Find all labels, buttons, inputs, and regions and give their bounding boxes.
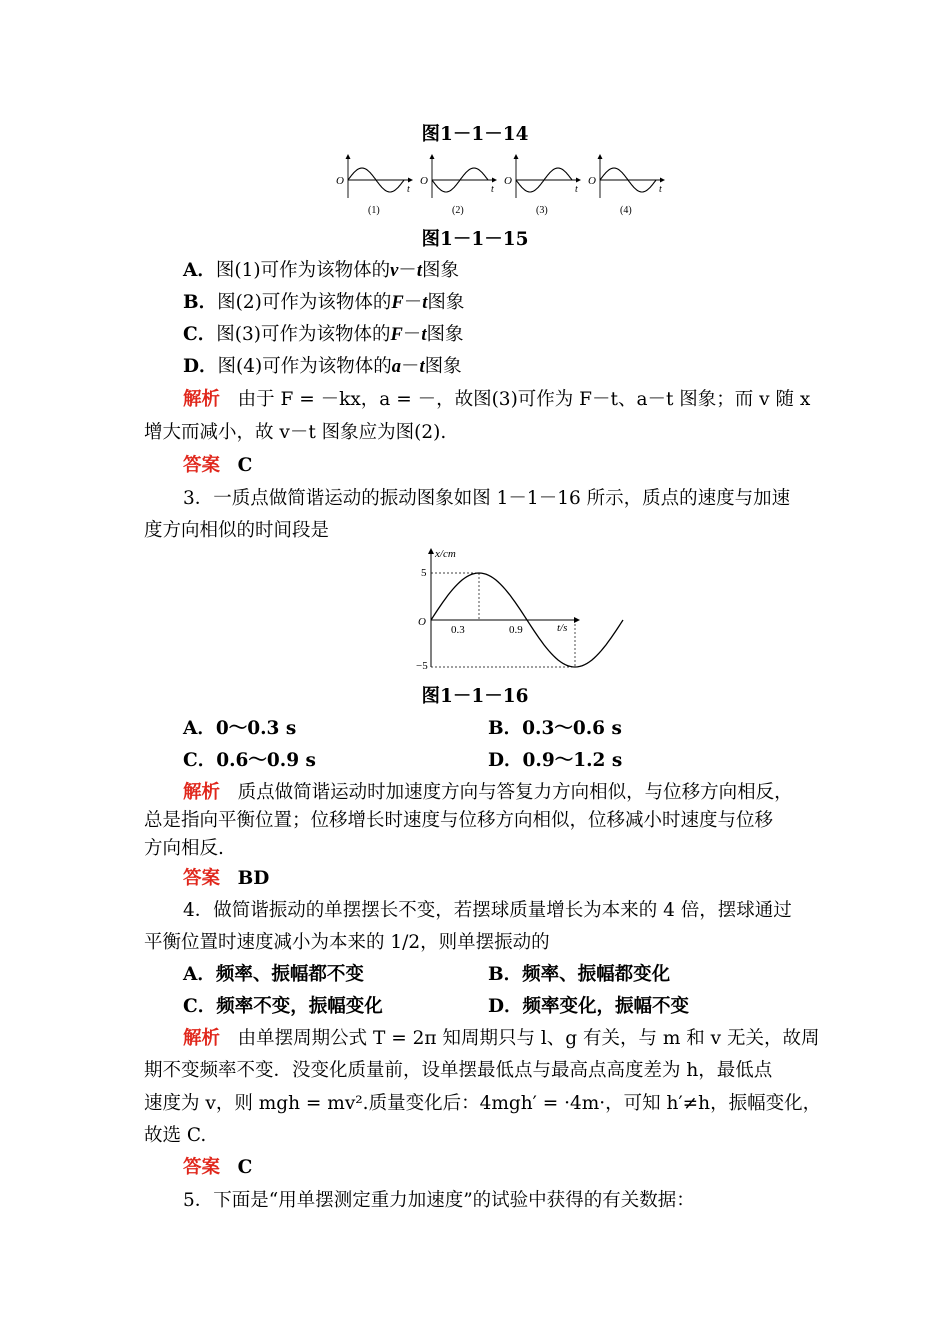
- q4-option-a: A．频率、振幅都不变: [183, 964, 364, 985]
- panel-t-label: t: [491, 184, 494, 195]
- panel-x-arrow: [576, 178, 581, 183]
- panel-origin-label: O: [420, 175, 428, 187]
- q3-analysis-line-3: 方向相反.: [144, 838, 224, 859]
- q4-analysis-line-3: 速度为 v，则 mgh = mv².质量变化后：4mgh′ = ·4m·，可知 h′≠h，振幅变化，: [144, 1093, 822, 1114]
- panel-t-label: t: [659, 184, 662, 195]
- q5-stem-line-1: 5．下面是“用单摆测定重力加速度”的试验中获得的有关数据：: [183, 1190, 695, 1211]
- q3-option-c: C．0.6～0.9 s: [183, 750, 316, 771]
- panel-origin-label: O: [588, 175, 596, 187]
- panel-2: [420, 154, 497, 216]
- q2-answer: 答案 C: [183, 455, 253, 476]
- q4-analysis-line-4: 故选 C.: [144, 1125, 207, 1146]
- panel-1: [336, 154, 413, 216]
- panel-number-label: (2): [452, 205, 464, 216]
- q4-analysis-line-1: 解析 由单摆周期公式 T = 2π 知周期只与 l、g 有关，与 m 和 v 无关，故周: [183, 1028, 820, 1049]
- figure-caption-1-1-16: 图1－1－16: [421, 686, 529, 707]
- q2-analysis-line-2: 增大而减小，故 v－t 图象应为图(2).: [144, 422, 447, 443]
- x-tick-label: 0.9: [509, 624, 523, 636]
- option-letter: D．: [183, 356, 218, 377]
- analysis-label: 解析: [183, 1028, 221, 1049]
- panel-4: [588, 154, 665, 216]
- figure-caption-1-1-14: 图1－1－14: [421, 124, 529, 145]
- q3-stem-line-2: 度方向相似的时间段是: [144, 520, 330, 541]
- y-tick-bottom: −5: [416, 660, 428, 672]
- answer-label: 答案: [183, 868, 221, 889]
- q3-option-b: B．0.3～0.6 s: [488, 718, 622, 739]
- q3-answer: 答案 BD: [183, 868, 270, 889]
- q2-option-b: B．图(2)可作为该物体的F－t图象: [183, 292, 465, 313]
- q4-option-b: B．频率、振幅都变化: [488, 964, 671, 985]
- panel-x-arrow: [408, 178, 413, 183]
- q4-answer: 答案 C: [183, 1157, 253, 1178]
- answer-label: 答案: [183, 1157, 221, 1178]
- q2-option-a: A．图(1)可作为该物体的v－t图象: [183, 260, 459, 281]
- panel-number-label: (4): [620, 205, 632, 216]
- figure-caption-1-1-15: 图1－1－15: [421, 229, 529, 250]
- panel-y-arrow: [430, 154, 435, 159]
- panel-3: [504, 154, 581, 216]
- panel-y-arrow: [598, 154, 603, 159]
- option-letter: B．: [183, 292, 218, 313]
- panel-t-label: t: [575, 184, 578, 195]
- q3-analysis-line-1: 解析 质点做简谐运动时加速度方向与答复力方向相似，与位移方向相反，: [183, 782, 793, 803]
- panel-x-arrow: [492, 178, 497, 183]
- analysis-label: 解析: [183, 389, 221, 410]
- answer-label: 答案: [183, 455, 221, 476]
- panel-origin-label: O: [336, 175, 344, 187]
- analysis-label: 解析: [183, 782, 221, 803]
- x-tick-label: 0.3: [451, 624, 465, 636]
- q3-analysis-line-2: 总是指向平衡位置；位移增长时速度与位移方向相似，位移减小时速度与位移: [144, 810, 774, 831]
- q2-option-c: C．图(3)可作为该物体的F－t图象: [183, 324, 464, 345]
- q3-option-d: D．0.9～1.2 s: [488, 750, 623, 771]
- panel-x-arrow: [660, 178, 665, 183]
- q3-option-a: A．0～0.3 s: [183, 718, 297, 739]
- figure-1-1-15-panels: [330, 150, 660, 222]
- q2-analysis-line-1: 解析 由于 F = －kx，a = －，故图(3)可作为 F－t、a－t 图象；而 v 随 x: [183, 389, 811, 410]
- option-letter: C．: [183, 324, 217, 345]
- y-axis-label: x/cm: [435, 548, 456, 560]
- q2-option-d: D．图(4)可作为该物体的a－t图象: [183, 356, 462, 377]
- panel-number-label: (1): [368, 205, 380, 216]
- option-letter: A．: [183, 260, 216, 281]
- q4-stem-line-2: 平衡位置时速度减小为本来的 1/2，则单摆振动的: [144, 932, 550, 953]
- panel-t-label: t: [407, 184, 410, 195]
- panel-y-arrow: [514, 154, 519, 159]
- q4-option-c: C．频率不变，振幅变化: [183, 996, 383, 1017]
- panel-origin-label: O: [504, 175, 512, 187]
- q4-stem-line-1: 4．做简谐振动的单摆摆长不变，若摆球质量增长为本来的 4 倍，摆球通过: [183, 900, 792, 921]
- origin-label: O: [418, 616, 426, 628]
- q4-option-d: D．频率变化，振幅不变: [488, 996, 690, 1017]
- figure-1-1-16-chart: [405, 545, 585, 675]
- panel-number-label: (3): [536, 205, 548, 216]
- q4-analysis-line-2: 期不变频率不变．没变化质量前，设单摆最低点与最高点高度差为 h，最低点: [144, 1060, 773, 1081]
- panel-y-arrow: [346, 154, 351, 159]
- y-tick-top: 5: [421, 567, 427, 579]
- x-axis-label: t/s: [557, 622, 568, 634]
- q3-stem-line-1: 3．一质点做简谐运动的振动图象如图 1－1－16 所示，质点的速度与加速: [183, 488, 791, 509]
